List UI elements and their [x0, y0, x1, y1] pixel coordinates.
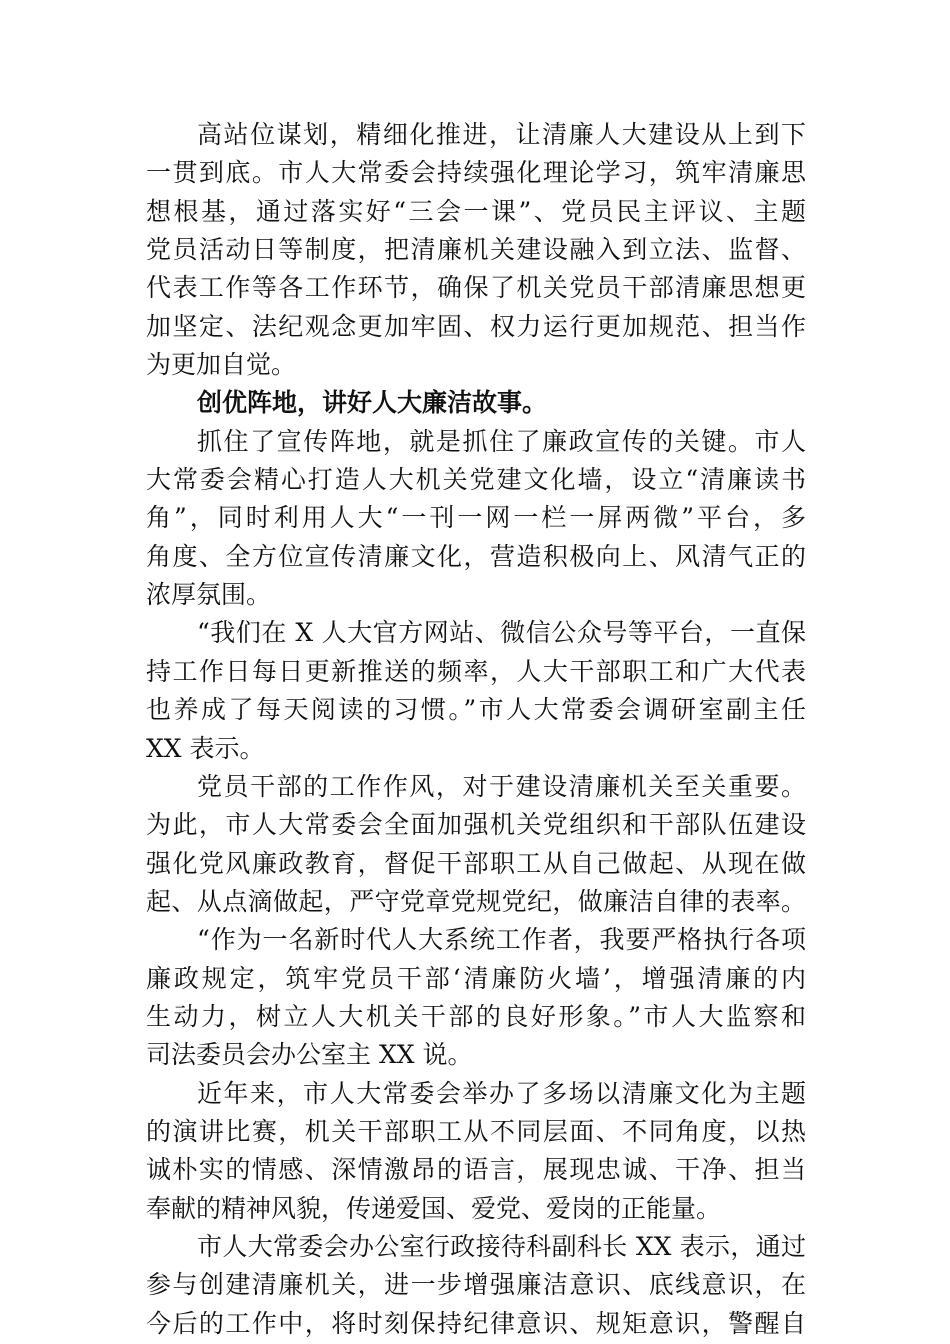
- text-line: 也养成了每天阅读的习惯。”市人大常委会调研室副主任: [146, 695, 806, 725]
- text-line: 近年来，市人大常委会举办了多场以清廉文化为主题: [197, 1078, 806, 1108]
- text-line: 强化党风廉政教育，督促干部职工从自己做起、从现在做: [146, 848, 806, 878]
- text-line: 大常委会精心打造人大机关党建文化墙，设立“清廉读书: [146, 465, 806, 495]
- text-line: 诚朴实的情感、深情激昂的语言，展现忠诚、干净、担当: [146, 1155, 806, 1185]
- text-line: 的演讲比赛，机关干部职工从不同层面、不同角度，以热: [146, 1116, 806, 1146]
- text-line: 持工作日每日更新推送的频率，人大干部职工和广大代表: [146, 656, 806, 686]
- text-line: “我们在 X 人大官方网站、微信公众号等平台，一直保: [197, 618, 806, 648]
- text-line: “作为一名新时代人大系统工作者，我要严格执行各项: [197, 925, 806, 955]
- text-line: 为此，市人大常委会全面加强机关党组织和干部队伍建设: [146, 810, 806, 840]
- text-line: 生动力，树立人大机关干部的良好形象。”市人大监察和: [146, 1001, 806, 1031]
- text-line: 司法委员会办公室主 XX 说。: [146, 1040, 473, 1070]
- text-line: 角”，同时利用人大“一刊一网一栏一屏两微”平台，多: [146, 503, 806, 533]
- text-line: 起、从点滴做起，严守党章党规党纪，做廉洁自律的表率。: [146, 886, 806, 916]
- text-line: 代表工作等各工作环节，确保了机关党员干部清廉思想更: [146, 273, 806, 303]
- text-line: 加坚定、法纪观念更加牢固、权力运行更加规范、担当作: [146, 311, 806, 341]
- text-line: 奉献的精神风貌，传递爱国、爱党、爱岗的正能量。: [146, 1193, 722, 1223]
- document-body: [146, 116, 806, 1343]
- text-line: 参与创建清廉机关，进一步增强廉洁意识、底线意识，在: [146, 1270, 806, 1300]
- text-line: 今后的工作中，将时刻保持纪律意识、规矩意识，警醒自: [146, 1308, 806, 1338]
- text-line: 廉政规定，筑牢党员干部‘清廉防火墙’，增强清廉的内: [146, 963, 806, 993]
- text-line: 角度、全方位宣传清廉文化，营造积极向上、风清气正的: [146, 541, 806, 571]
- text-line: 党员干部的工作作风，对于建设清廉机关至关重要。: [197, 771, 806, 801]
- section-heading: 创优阵地，讲好人大廉洁故事。: [197, 388, 548, 418]
- text-line: 市人大常委会办公室行政接待科副科长 XX 表示，通过: [197, 1231, 806, 1261]
- text-line: 想根基，通过落实好“三会一课”、党员民主评议、主题: [146, 196, 806, 226]
- text-line: 党员活动日等制度，把清廉机关建设融入到立法、监督、: [146, 235, 806, 265]
- text-line: 为更加自觉。: [146, 350, 297, 380]
- text-line: 一贯到底。市人大常委会持续强化理论学习，筑牢清廉思: [146, 158, 806, 188]
- text-line: XX 表示。: [146, 733, 265, 763]
- text-line: 抓住了宣传阵地，就是抓住了廉政宣传的关键。市人: [197, 426, 806, 456]
- text-line: 浓厚氛围。: [146, 580, 272, 610]
- text-line: 高站位谋划，精细化推进，让清廉人大建设从上到下: [197, 120, 806, 149]
